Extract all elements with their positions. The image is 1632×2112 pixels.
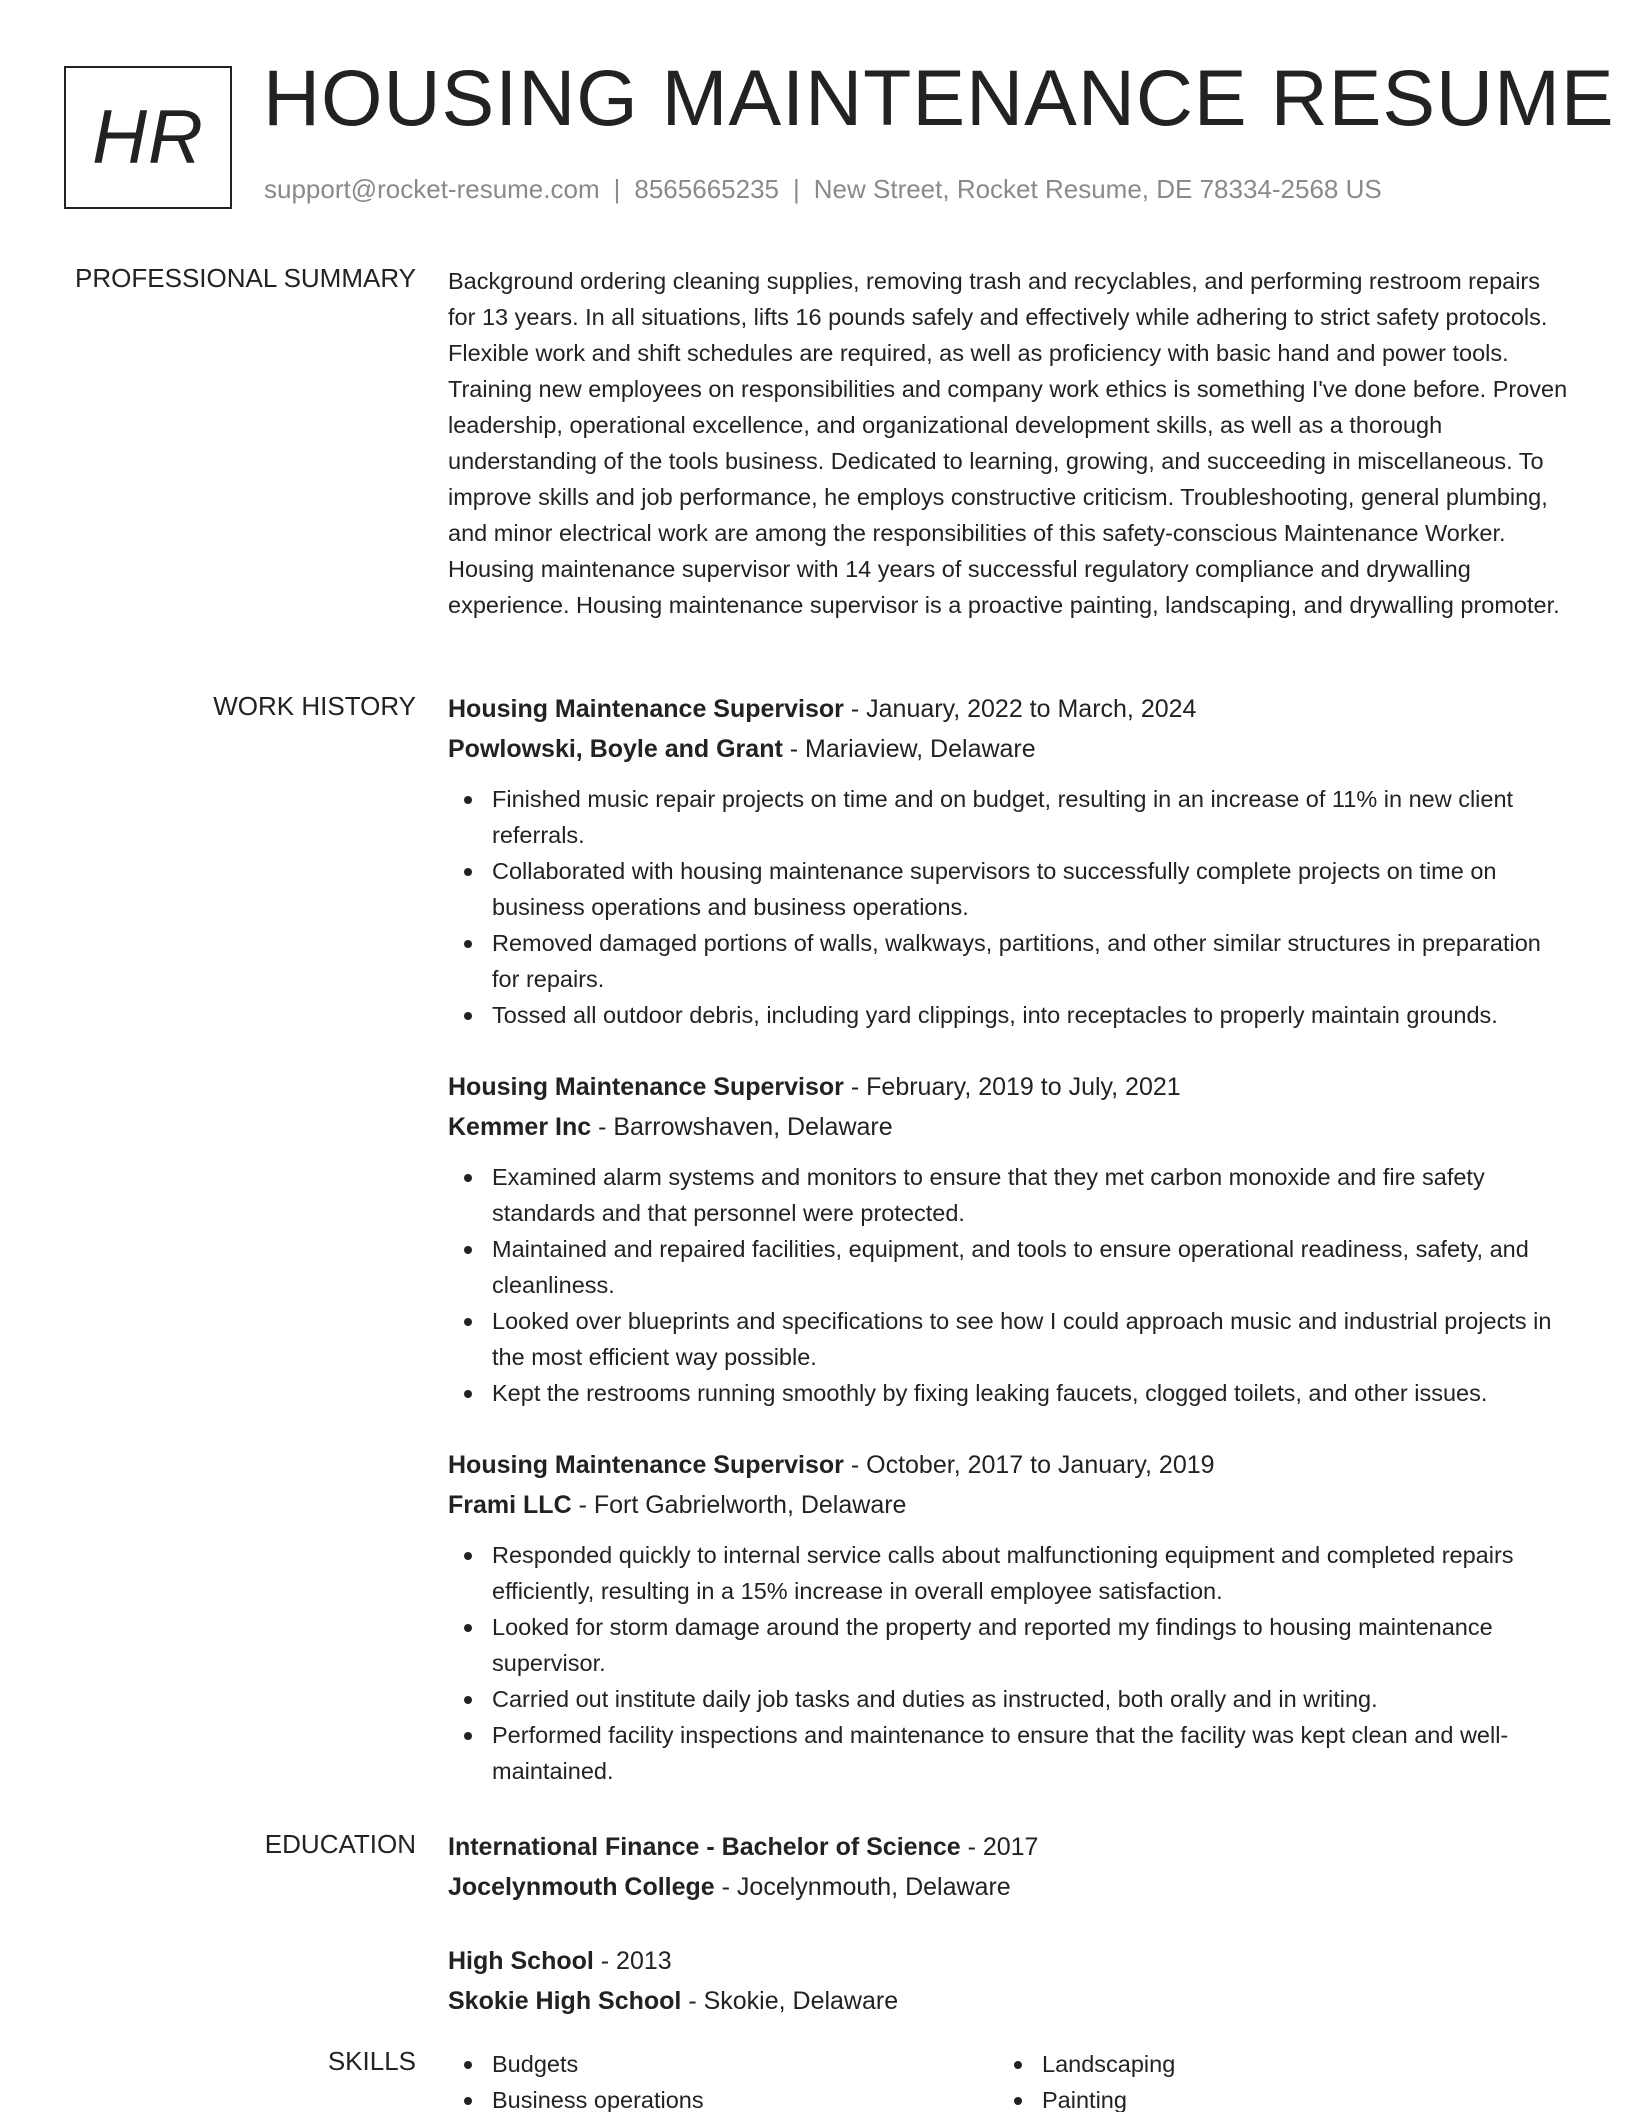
job-title-line <box>448 1445 1568 1485</box>
job-bullet: Removed damaged portions of walls, walkways, partitions, and other similar structures in preparation for repairs. <box>448 925 1568 997</box>
job-location: - Barrowshaven, Delaware <box>591 1113 893 1141</box>
summary-body <box>448 263 1568 623</box>
school-location: - Jocelynmouth, Delaware <box>714 1873 1011 1901</box>
job-entry <box>448 1445 1568 1789</box>
monogram-initials: HR <box>92 95 204 180</box>
section-heading: SKILLS <box>327 2046 416 2076</box>
job-bullets <box>448 781 1568 1033</box>
job-bullet: Collaborated with housing maintenance supervisors to successfully complete projects on time on business operations and business operations. <box>448 853 1568 925</box>
degree-line <box>448 1827 1568 1867</box>
job-title-line <box>448 1067 1568 1107</box>
job-entry <box>448 1067 1568 1411</box>
job-bullets <box>448 1159 1568 1411</box>
contact-separator: | <box>613 174 621 204</box>
contact-email[interactable]: support@rocket-resume.com <box>264 174 600 204</box>
contact-address: New Street, Rocket Resume, DE 78334-2568 US <box>813 174 1382 204</box>
job-company: Frami LLC <box>448 1491 572 1519</box>
job-company: Powlowski, Boyle and Grant <box>448 735 783 763</box>
job-entry <box>448 689 1568 1033</box>
section-heading: EDUCATION <box>264 1829 416 1859</box>
degree-name: International Finance - Bachelor of Science <box>448 1833 961 1861</box>
skill-item: Landscaping <box>998 2046 1548 2082</box>
school-name: Skokie High School <box>448 1987 682 2015</box>
skills-list <box>448 2046 1568 2112</box>
school-line <box>448 1981 1568 2021</box>
resume-title: HOUSING MAINTENANCE RESUME <box>263 53 1615 142</box>
job-bullet: Examined alarm systems and monitors to ensure that they met carbon monoxide and fire safety standards and that personnel were protected. <box>448 1159 1568 1231</box>
job-dates: - October, 2017 to January, 2019 <box>843 1451 1215 1479</box>
job-location: - Fort Gabrielworth, Delaware <box>571 1491 907 1519</box>
job-title: Housing Maintenance Supervisor <box>448 695 844 723</box>
degree-year: - 2017 <box>960 1833 1039 1861</box>
contact-separator: | <box>793 174 800 204</box>
job-title-line <box>448 689 1568 729</box>
job-bullet: Maintained and repaired facilities, equipment, and tools to ensure operational readiness, safety, and cleanliness. <box>448 1231 1568 1303</box>
job-dates: - February, 2019 to July, 2021 <box>843 1073 1181 1101</box>
job-company-line <box>448 1107 1568 1147</box>
job-dates: - January, 2022 to March, 2024 <box>843 695 1197 723</box>
degree-name: High School <box>448 1947 594 1975</box>
job-bullet: Kept the restrooms running smoothly by fixing leaking faucets, clogged toilets, and other issues. <box>448 1375 1568 1411</box>
section-heading: PROFESSIONAL SUMMARY <box>75 263 416 293</box>
skills-body <box>448 2046 1568 2112</box>
education-body <box>448 1827 1568 2055</box>
job-location: - Mariaview, Delaware <box>782 735 1036 763</box>
job-company: Kemmer Inc <box>448 1113 592 1141</box>
skill-item: Painting <box>998 2082 1548 2112</box>
job-bullet: Performed facility inspections and maintenance to ensure that the facility was kept clean and well-maintained. <box>448 1717 1568 1789</box>
job-bullets <box>448 1537 1568 1789</box>
contact-line <box>264 174 1382 205</box>
skill-item: Business operations <box>448 2082 998 2112</box>
job-bullet: Looked for storm damage around the property and reported my findings to housing maintenance supervisor. <box>448 1609 1568 1681</box>
job-company-line <box>448 729 1568 769</box>
job-bullet: Finished music repair projects on time and on budget, resulting in an increase of 11% in new client referrals. <box>448 781 1568 853</box>
degree-year: - 2013 <box>593 1947 672 1975</box>
school-location: - Skokie, Delaware <box>681 1987 899 2015</box>
education-entry <box>448 1941 1568 2021</box>
education-entry <box>448 1827 1568 1907</box>
section-heading: WORK HISTORY <box>213 691 416 721</box>
summary-text: Background ordering cleaning supplies, removing trash and recyclables, and performing restroom repairs for 13 years. In all situations, lifts 16 pounds safely and effectively while adhering to strict safety protocols. Flexible work and shift schedules are required, as well as proficiency with basic hand and power tools. Training new employees on responsibilities and company work ethics is something I've done before. Proven leadership, operational excellence, and organizational development skills, as well as a thorough understanding of the tools business. Dedicated to learning, growing, and succeeding in miscellaneous. To improve skills and job performance, he employs constructive criticism. Troubleshooting, general plumbing, and minor electrical work are among the responsibilities of this safety-conscious Maintenance Worker. Housing maintenance supervisor with 14 years of successful regulatory compliance and drywalling experience. Housing maintenance supervisor is a proactive painting, landscaping, and drywalling promoter. <box>448 268 1568 618</box>
contact-phone[interactable]: 8565665235 <box>634 174 779 204</box>
job-bullet: Carried out institute daily job tasks and duties as instructed, both orally and in writing. <box>448 1681 1568 1717</box>
job-title: Housing Maintenance Supervisor <box>448 1073 844 1101</box>
job-bullet: Looked over blueprints and specifications to see how I could approach music and industrial projects in the most efficient way possible. <box>448 1303 1568 1375</box>
degree-line <box>448 1941 1568 1981</box>
school-line <box>448 1867 1568 1907</box>
job-bullet: Tossed all outdoor debris, including yard clippings, into receptacles to properly maintain grounds. <box>448 997 1568 1033</box>
job-company-line <box>448 1485 1568 1525</box>
work-history-body <box>448 689 1568 1823</box>
skill-item: Budgets <box>448 2046 998 2082</box>
job-title: Housing Maintenance Supervisor <box>448 1451 844 1479</box>
school-name: Jocelynmouth College <box>448 1873 715 1901</box>
monogram-box <box>64 66 232 209</box>
job-bullet: Responded quickly to internal service calls about malfunctioning equipment and completed repairs efficiently, resulting in a 15% increase in overall employee satisfaction. <box>448 1537 1568 1609</box>
